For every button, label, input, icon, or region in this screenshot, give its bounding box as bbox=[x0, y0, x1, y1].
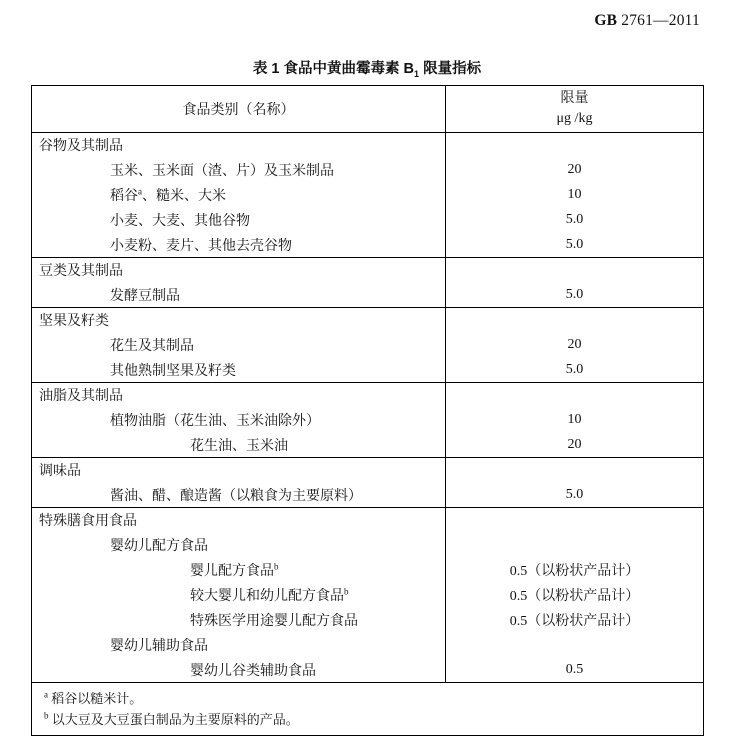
table-row bbox=[32, 533, 704, 558]
limit-cell bbox=[446, 383, 704, 408]
table-row bbox=[32, 333, 704, 358]
table-row bbox=[32, 133, 704, 158]
food-category-cell: 小麦粉、麦片、其他去壳谷物 bbox=[32, 233, 446, 258]
table-row bbox=[32, 633, 704, 658]
standard-number-rest: 2761—2011 bbox=[617, 12, 700, 29]
table-row bbox=[32, 458, 704, 483]
table-title-post: 限量指标 bbox=[419, 61, 482, 77]
header-row bbox=[32, 86, 704, 133]
limit-cell: 20 bbox=[567, 162, 582, 177]
food-category-cell: 婴幼儿辅助食品 bbox=[32, 633, 446, 658]
limit-header bbox=[446, 86, 704, 133]
food-category-cell: 坚果及籽类 bbox=[32, 308, 446, 333]
limit-header-line2: μg /kg bbox=[556, 111, 593, 126]
limit-cell: 5.0 bbox=[565, 286, 584, 302]
food-category-header: 食品类别（名称） bbox=[32, 86, 446, 133]
limit-cell: 0.5（以粉状产品计） bbox=[509, 614, 640, 629]
limit-cell: 20 bbox=[567, 337, 582, 352]
table-row bbox=[32, 483, 704, 508]
food-category-cell: 植物油脂（花生油、玉米油除外） bbox=[32, 408, 446, 433]
footnote-marker: b bbox=[274, 561, 279, 572]
table-row bbox=[32, 358, 704, 383]
food-category-cell: 较大婴儿和幼儿配方食品$^b$ bbox=[32, 583, 446, 608]
footnote-marker: b bbox=[44, 710, 49, 721]
footnote-cell bbox=[32, 683, 704, 736]
food-category-cell: 婴幼儿谷类辅助食品 bbox=[32, 658, 446, 683]
footnote-row bbox=[32, 683, 704, 736]
food-category-cell: 花生油、玉米油 bbox=[32, 433, 446, 458]
table-header bbox=[32, 86, 704, 133]
food-category-cell: 花生及其制品 bbox=[32, 333, 446, 358]
limit-cell: 5.0 bbox=[565, 486, 584, 502]
food-category-cell: 小麦、大麦、其他谷物 bbox=[32, 208, 446, 233]
table-title-subscript: 1 bbox=[414, 68, 420, 79]
food-category-cell: 酱油、醋、酿造酱（以粮食为主要原料） bbox=[32, 483, 446, 508]
limit-cell: 0.5（以粉状产品计） bbox=[509, 589, 640, 604]
table-row bbox=[32, 183, 704, 208]
food-category-cell: 婴儿配方食品$^b$ bbox=[32, 558, 446, 583]
footnote: $^a$ 稻谷以糙米计。 bbox=[44, 689, 143, 706]
limit-cell bbox=[446, 533, 704, 558]
table-row bbox=[32, 158, 704, 183]
table-row bbox=[32, 433, 704, 458]
table-row bbox=[32, 658, 704, 683]
limit-cell bbox=[446, 458, 704, 483]
limit-cell bbox=[446, 308, 704, 333]
limit-cell bbox=[446, 133, 704, 158]
food-category-cell: 稻谷$^a$、糙米、大米 bbox=[32, 183, 446, 208]
limit-cell: 0.5 bbox=[565, 661, 584, 677]
food-category-cell: 其他熟制坚果及籽类 bbox=[32, 358, 446, 383]
standard-number bbox=[594, 12, 700, 30]
table-row bbox=[32, 608, 704, 633]
table-body bbox=[32, 133, 704, 683]
food-category-cell: 婴幼儿配方食品 bbox=[32, 533, 446, 558]
footnote-marker: b bbox=[344, 586, 349, 597]
table-row bbox=[32, 283, 704, 308]
food-category-cell: 特殊医学用途婴儿配方食品 bbox=[32, 608, 446, 633]
table-row bbox=[32, 508, 704, 533]
food-category-cell: 调味品 bbox=[32, 458, 446, 483]
table-row bbox=[32, 308, 704, 333]
footnote-marker: a bbox=[44, 689, 48, 700]
table-row bbox=[32, 258, 704, 283]
limit-cell bbox=[446, 633, 704, 658]
table-row bbox=[32, 208, 704, 233]
food-category-cell: 特殊膳食用食品 bbox=[32, 508, 446, 533]
table-row bbox=[32, 233, 704, 258]
table-row bbox=[32, 383, 704, 408]
table-row bbox=[32, 583, 704, 608]
limit-cell: 0.5（以粉状产品计） bbox=[509, 564, 640, 579]
limits-table bbox=[31, 85, 704, 736]
limit-cell: 5.0 bbox=[565, 361, 584, 377]
food-category-cell: 玉米、玉米面（渣、片）及玉米制品 bbox=[32, 158, 446, 183]
table-row bbox=[32, 558, 704, 583]
footnote-marker: a bbox=[138, 186, 142, 197]
limit-cell: 5.0 bbox=[565, 236, 584, 252]
limit-cell: 5.0 bbox=[565, 212, 584, 227]
limit-header-line1: 限量 bbox=[560, 91, 589, 106]
limit-cell bbox=[446, 508, 704, 533]
footnote: $^b$ 以大豆及大豆蛋白制品为主要原料的产品。 bbox=[44, 710, 299, 727]
table-title-pre: 表 1 食品中黄曲霉毒素 B bbox=[252, 61, 415, 77]
limit-cell: 10 bbox=[567, 187, 582, 202]
standard-number-prefix: GB bbox=[594, 12, 618, 29]
limit-cell: 10 bbox=[567, 412, 582, 427]
limit-cell bbox=[446, 258, 704, 283]
food-category-cell: 谷物及其制品 bbox=[32, 133, 446, 158]
table-row bbox=[32, 408, 704, 433]
food-category-cell: 油脂及其制品 bbox=[32, 383, 446, 408]
food-category-cell: 豆类及其制品 bbox=[32, 258, 446, 283]
limit-cell: 20 bbox=[567, 436, 582, 452]
table-title bbox=[31, 57, 703, 78]
food-category-cell: 发酵豆制品 bbox=[32, 283, 446, 308]
